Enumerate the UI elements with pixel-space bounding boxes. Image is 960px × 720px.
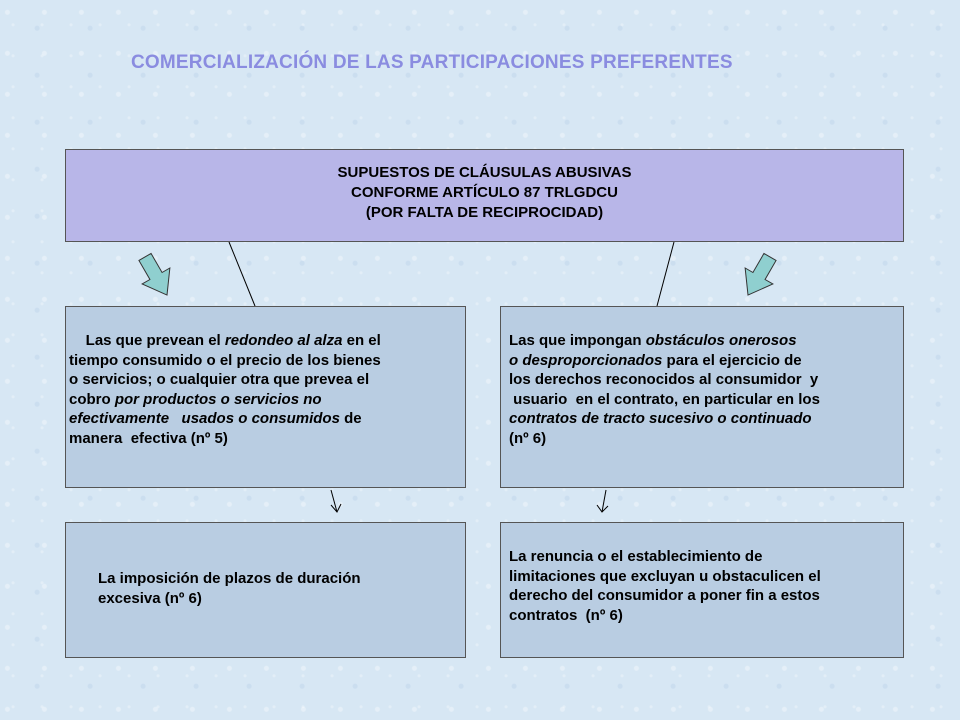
right-bot-line-3: derecho del consumidor a poner fin a estos [509, 587, 820, 604]
left-mid-line-1: Las que prevean el redondeo al alza en el [69, 332, 381, 349]
block-arrow-right-icon [734, 249, 784, 303]
block-arrow-left-icon [131, 249, 181, 303]
left-bot-line-2: excesiva (nº 6) [98, 589, 202, 607]
right-mid-line-4: usuario en el contrato, en particular en los [509, 390, 820, 408]
left-bottom-box [65, 522, 466, 658]
right-mid-line-6: (nº 6) [509, 429, 547, 447]
left-mid-line-5: efectivamente usados o consumidos de [69, 410, 362, 427]
header-box [65, 149, 904, 242]
header-line-3: (POR FALTA DE RECIPROCIDAD) [365, 204, 604, 221]
down-arrow-right [597, 490, 608, 512]
right-bot-line-2: limitaciones que excluyan u obstaculicen el [509, 567, 821, 585]
header-line-1: SUPUESTOS DE CLÁUSULAS ABUSIVAS [337, 164, 632, 181]
left-bot-line-1: La imposición de plazos de duración [98, 570, 361, 587]
connector-left [229, 242, 255, 306]
left-middle-box [65, 306, 466, 488]
left-mid-line-3: o servicios; o cualquier otra que prevea el [69, 371, 370, 388]
left-mid-line-4: cobro por productos o servicios no [69, 390, 322, 408]
right-bottom-box [500, 522, 904, 658]
right-mid-line-1: Las que impongan obstáculos onerosos [509, 332, 797, 349]
connector-right [657, 242, 674, 306]
right-mid-line-5: contratos de tracto sucesivo o continuado [509, 410, 812, 427]
right-mid-line-2: o desproporcionados para el ejercicio de [509, 351, 802, 369]
left-mid-line-6: manera efectiva (nº 5) [69, 429, 228, 447]
down-arrow-left [331, 490, 341, 512]
right-bot-line-1: La renuncia o el establecimiento de [509, 548, 763, 565]
page-title: COMERCIALIZACIÓN DE LAS PARTICIPACIONES PREFERENTES [131, 52, 733, 73]
right-middle-box [500, 306, 904, 488]
right-mid-line-3: los derechos reconocidos al consumidor y [509, 371, 819, 388]
left-mid-line-2: tiempo consumido o el precio de los bienes [69, 351, 381, 369]
header-line-2: CONFORME ARTÍCULO 87 TRLGDCU [351, 184, 618, 201]
right-bot-line-4: contratos (nº 6) [509, 606, 623, 624]
